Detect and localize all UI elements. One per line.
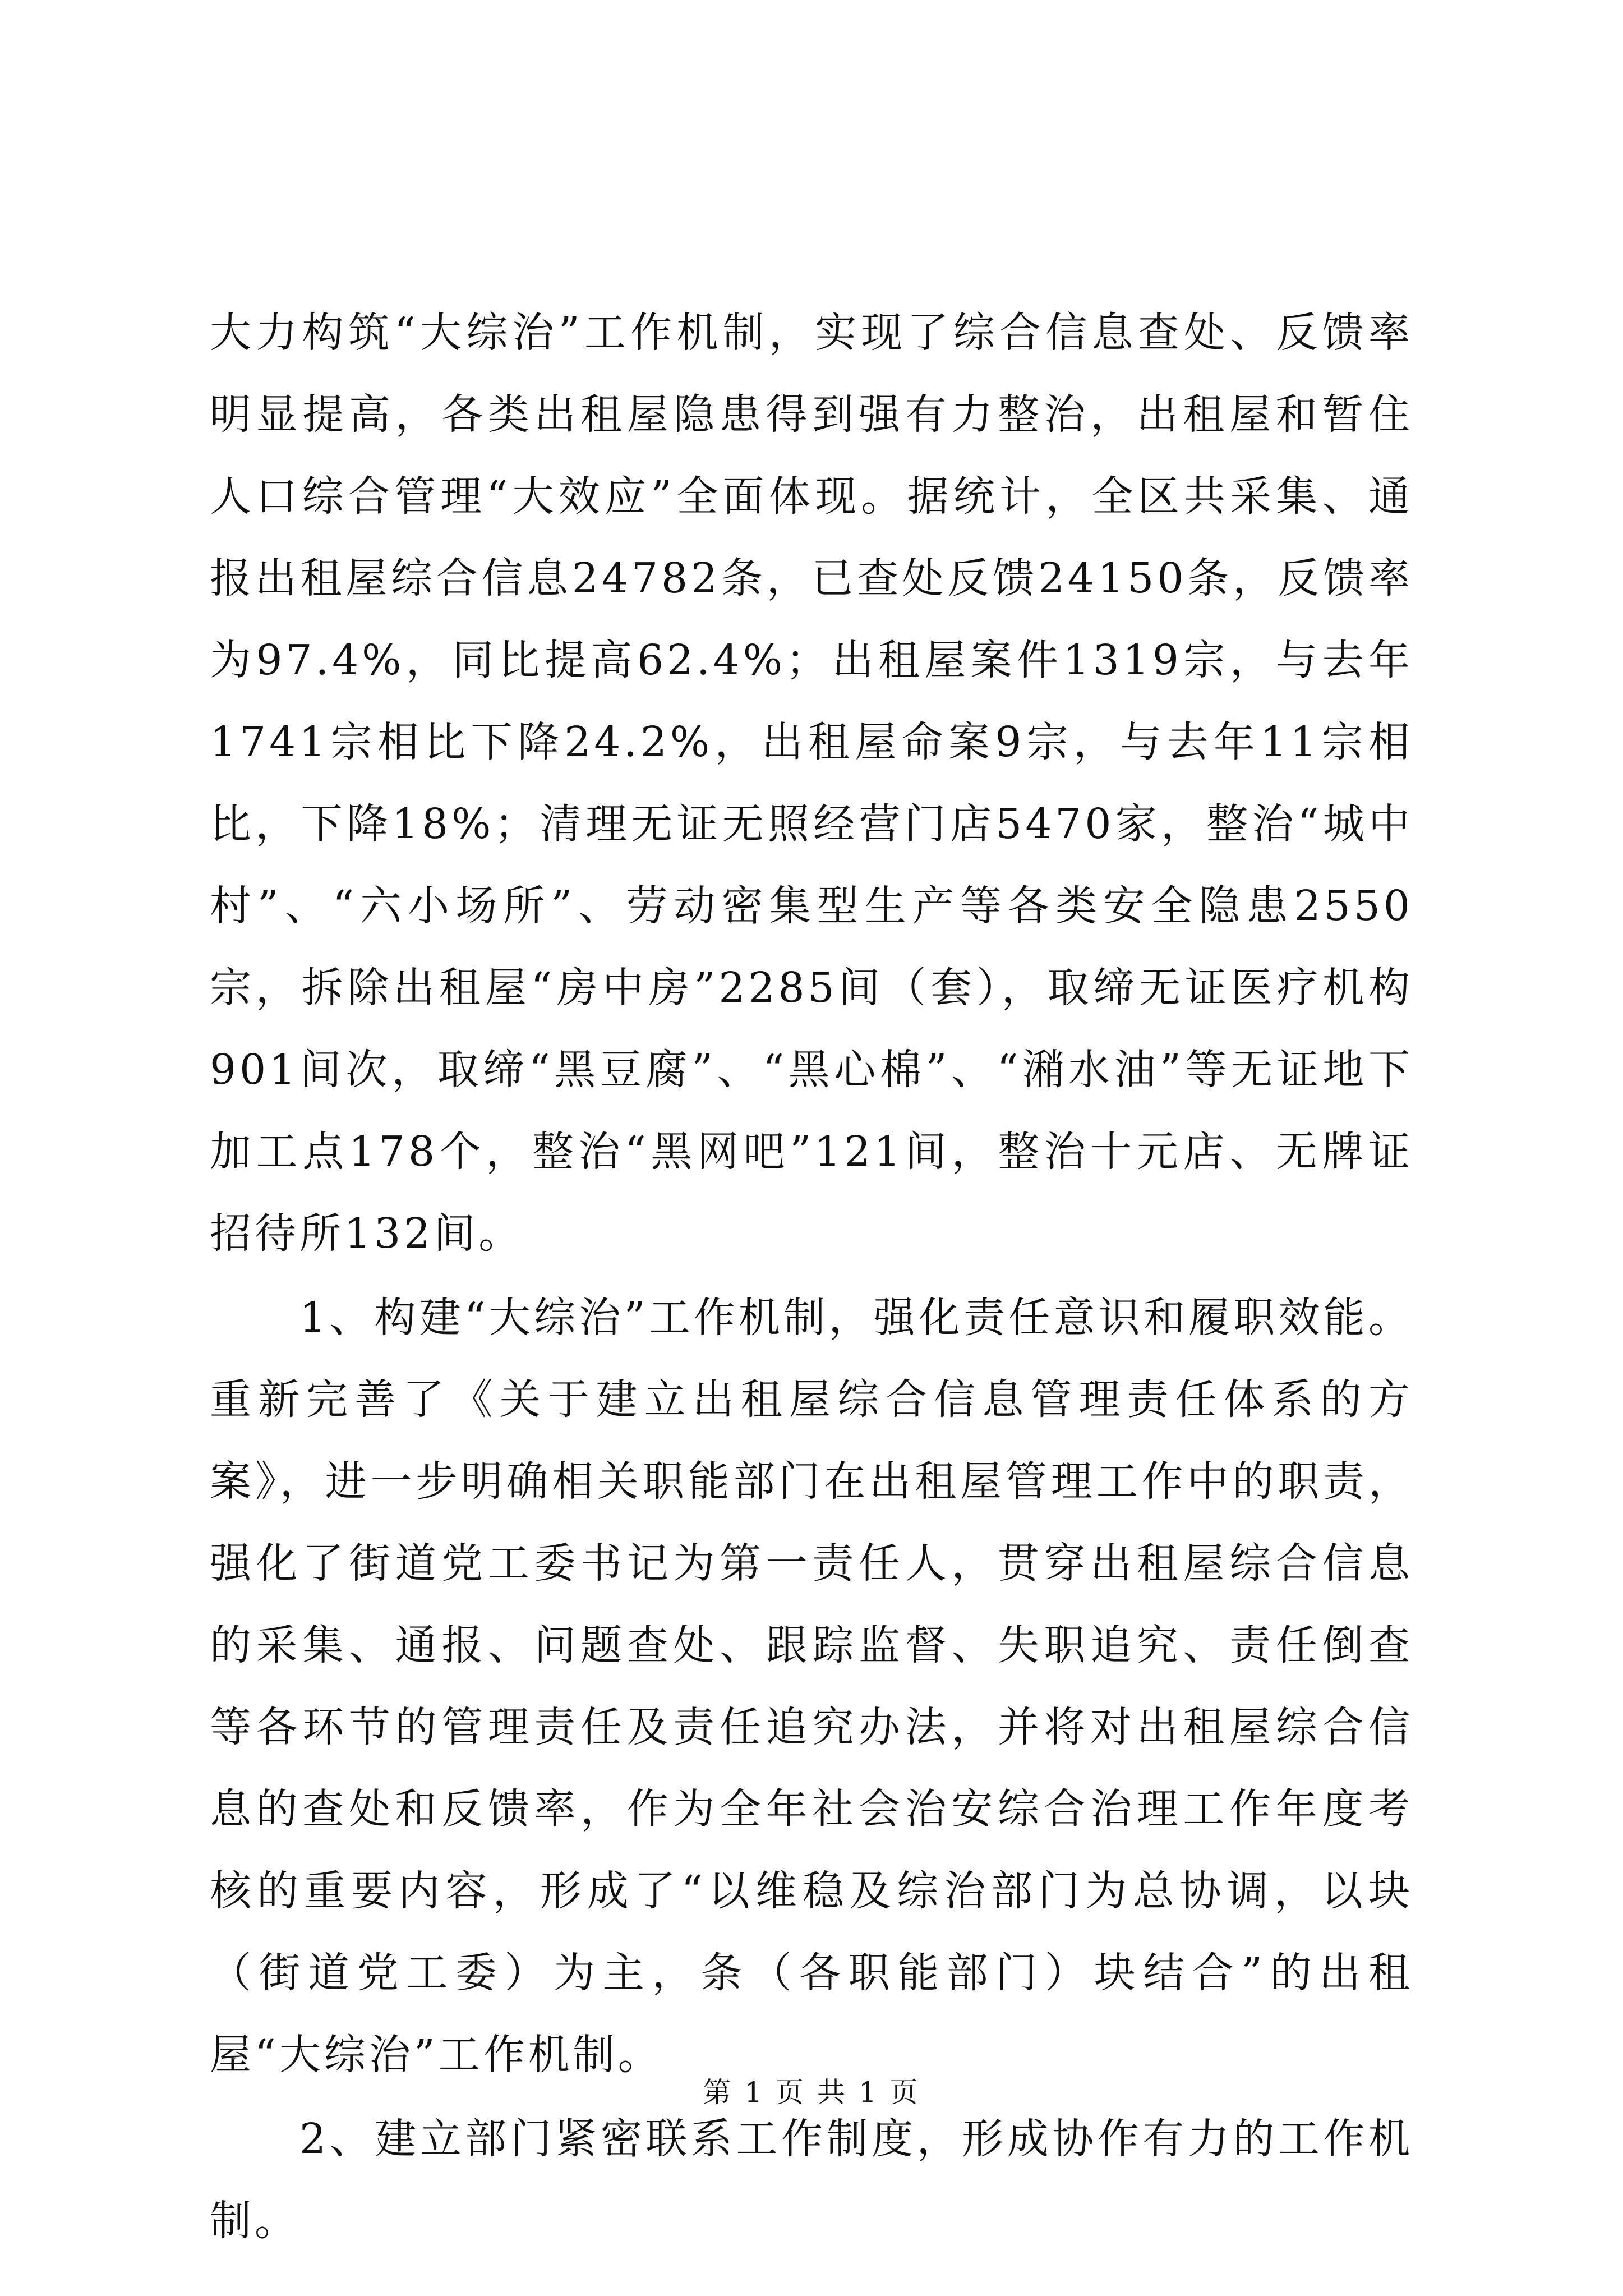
paragraph-item-1: 1、构建“大综治”工作机制，强化责任意识和履职效能。重新完善了《关于建立出租屋综合信息管理责任体系的方案》，进一步明确相关职能部门在出租屋管理工作中的职责，强化了街道党工委书记为第一责任人，贯穿出租屋综合信息的采集、通报、问题查处、跟踪监督、失职追究、责任倒查等各环节的管理责任及责任追究办法，并将对出租屋综合信息的查处和反馈率，作为全年社会治安综合治理工作年度考核的重要内容，形成了“以维稳及综治部门为总协调，以块（街道党工委）为主，条（各职能部门）块结合”的出租屋“大综治”工作机制。 [210, 1294, 1413, 2079]
document-body [210, 292, 1413, 2262]
page-footer: 第 1 页 共 1 页 [703, 2076, 920, 2109]
paragraph-item-2: 2、建立部门紧密联系工作制度，形成协作有力的工作机制。 [210, 2115, 1413, 2245]
paragraph-summary: 大力构筑“大综治”工作机制，实现了综合信息查处、反馈率明显提高，各类出租屋隐患得到强有力整治，出租屋和暂住人口综合管理“大效应”全面体现。据统计，全区共采集、通报出租屋综合信息24782条，已查处反馈24150条，反馈率为97.4%，同比提高62.4%；出租屋案件1319宗，与去年1741宗相比下降24.2%，出租屋命案9宗，与去年11宗相比，下降18%；清理无证无照经营门店5470家，整治“城中村”、“六小场所”、劳动密集型生产等各类安全隐患2550宗，拆除出租屋“房中房”2285间（套），取缔无证医疗机构901间次，取缔“黑豆腐”、“黑心棉”、“潲水油”等无证地下加工点178个，整治“黑网吧”121间，整治十元店、无牌证招待所132间。 [210, 309, 1413, 1258]
